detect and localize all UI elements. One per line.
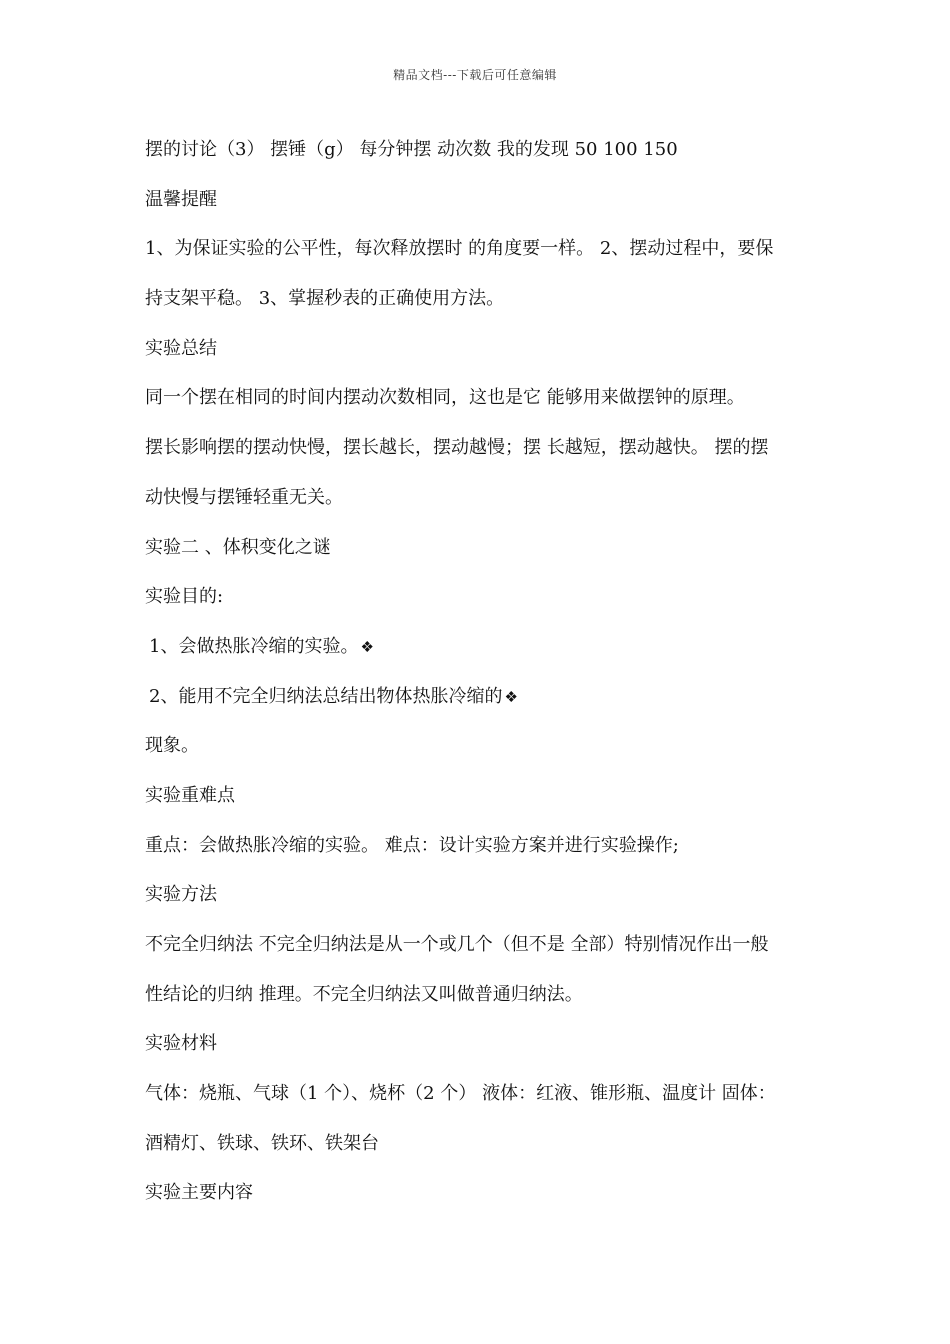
heading-experiment-two: 实验二 、体积变化之谜 xyxy=(145,536,331,558)
paragraph-materials-2: 酒精灯、铁球、铁环、铁架台 xyxy=(145,1132,379,1154)
paragraph-summary-2: 摆长影响摆的摆动快慢，摆长越长，摆动越慢；摆 长越短，摆动越快。 摆的摆 xyxy=(145,437,769,459)
paragraph-pendulum-discussion: 摆的讨论（3） 摆锤（g） 每分钟摆 动次数 我的发现 50 100 150 xyxy=(145,139,678,160)
paragraph-materials-1: 气体：烧瓶、气球（1 个）、烧杯（2 个） 液体：红液、锥形瓶、温度计 固体： xyxy=(145,1083,776,1105)
document-body xyxy=(145,135,815,1228)
heading-key-points: 实验重难点 xyxy=(145,784,235,806)
page-header: 精品文档---下载后可任意编辑 xyxy=(393,68,557,82)
paragraph-method-1: 不完全归纳法 不完全归纳法是从一个或几个（但不是 全部）特别情况作出一般 xyxy=(145,934,769,955)
objective-1-text: 1、会做热胀冷缩的实验。 xyxy=(149,635,359,657)
paragraph-reminder-2: 持支架平稳。 3、掌握秒表的正确使用方法。 xyxy=(145,288,505,310)
paragraph-summary-1: 同一个摆在相同的时间内摆动次数相同，这也是它 能够用来做摆钟的原理。 xyxy=(145,387,745,409)
heading-reminder: 温馨提醒 xyxy=(145,188,217,210)
objective-2-text: 2、能用不完全归纳法总结出物体热胀冷缩的 xyxy=(149,685,503,707)
diamond-bullet-icon: ❖ xyxy=(360,637,374,656)
list-item-objective-1 xyxy=(145,632,815,682)
heading-objectives: 实验目的: xyxy=(145,586,224,608)
heading-main-content: 实验主要内容 xyxy=(145,1182,253,1204)
list-item-objective-2 xyxy=(145,682,815,732)
heading-method: 实验方法 xyxy=(145,884,217,906)
paragraph-objective-2-cont: 现象。 xyxy=(145,735,199,757)
paragraph-key-points: 重点：会做热胀冷缩的实验。 难点：设计实验方案并进行实验操作; xyxy=(145,834,679,856)
paragraph-reminder-1: 1、为保证实验的公平性，每次释放摆时 的角度要一样。 2、摆动过程中，要保 xyxy=(145,238,774,260)
paragraph-method-2: 性结论的归纳 推理。不完全归纳法又叫做普通归纳法。 xyxy=(145,983,583,1005)
diamond-bullet-icon: ❖ xyxy=(504,687,518,706)
heading-summary: 实验总结 xyxy=(145,337,217,359)
paragraph-summary-3: 动快慢与摆锤轻重无关。 xyxy=(145,486,343,508)
heading-materials: 实验材料 xyxy=(145,1033,217,1055)
